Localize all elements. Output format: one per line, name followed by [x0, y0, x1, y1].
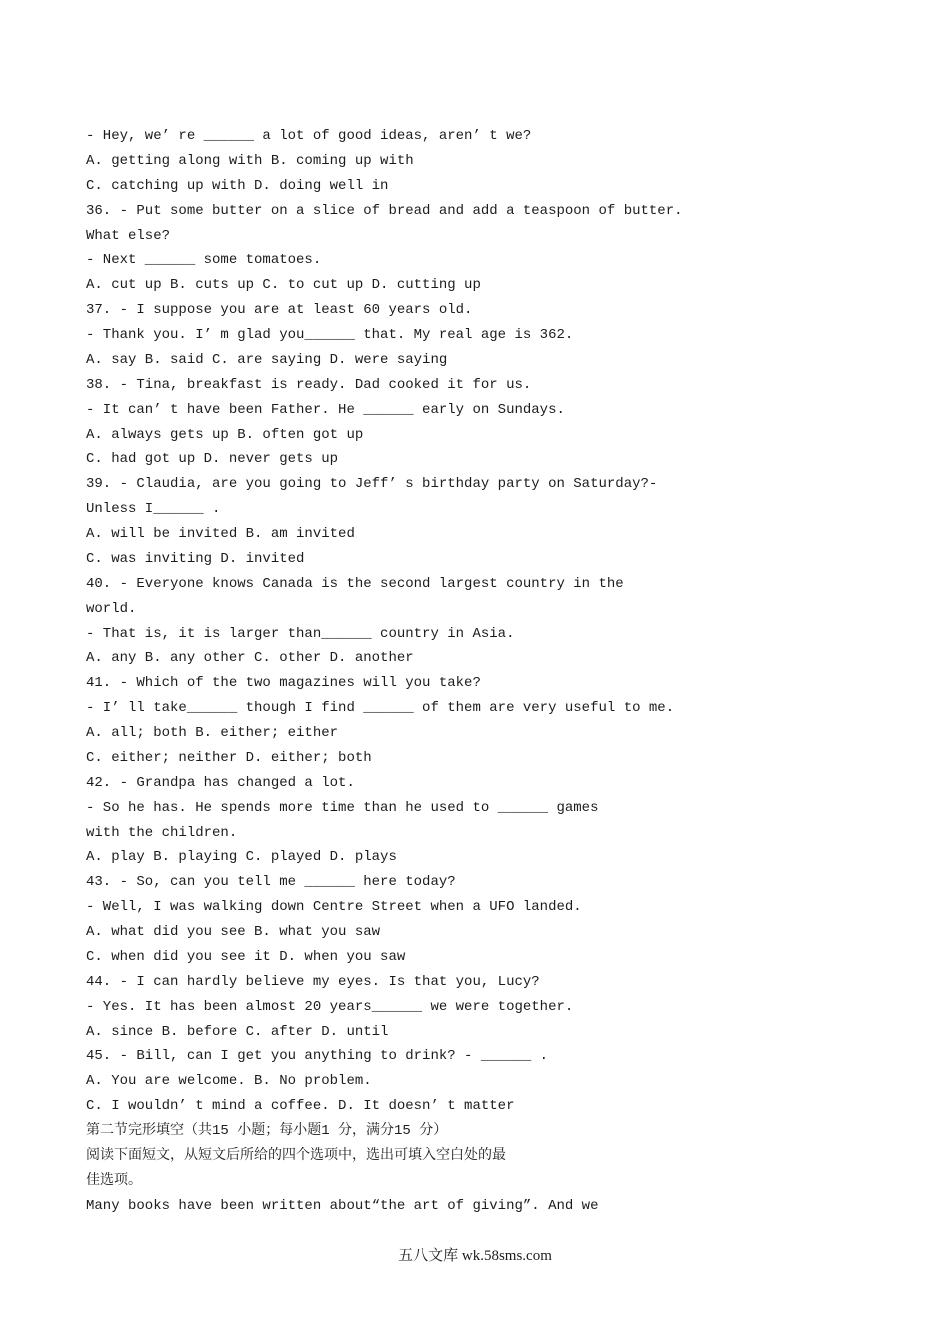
q43-options-cd: C. when did you see it D. when you saw	[86, 948, 406, 965]
q38-reply: - It can’ t have been Father. He ______ early on Sundays.	[86, 401, 565, 418]
q45-prompt: 45. - Bill, can I get you anything to drink? - ______ .	[86, 1048, 549, 1065]
q36-options: A. cut up B. cuts up C. to cut up D. cutting up	[86, 277, 481, 294]
q40-prompt-cont: world.	[86, 600, 137, 617]
q43-prompt: 43. - So, can you tell me ______ here today?	[86, 874, 456, 891]
q39-prompt: 39. - Claudia, are you going to Jeff’ s birthday party on Saturday?-	[86, 476, 658, 493]
q37-reply: - Thank you. I’ m glad you______ that. My real age is 362.	[86, 327, 574, 343]
q42-reply: - So he has. He spends more time than he used to ______ games	[86, 799, 599, 816]
q39-reply: Unless I______ .	[86, 501, 221, 518]
q37-options: A. say B. said C. are saying D. were saying	[86, 351, 448, 368]
q41-options-cd: C. either; neither D. either; both	[86, 749, 372, 766]
q40-options: A. any B. any other C. other D. another	[86, 650, 414, 667]
q39-options-ab: A. will be invited B. am invited	[86, 526, 355, 542]
cloze-passage-line: Many books have been written about“the art of giving”. And we	[86, 1197, 599, 1214]
q38-options-ab: A. always gets up B. often got up	[86, 426, 364, 443]
document-body	[86, 124, 906, 1219]
q41-prompt: 41. - Which of the two magazines will you take?	[86, 675, 481, 692]
q39-options-cd: C. was inviting D. invited	[86, 550, 305, 567]
q36-prompt: 36. - Put some butter on a slice of bread and add a teaspoon of butter.	[86, 202, 683, 219]
q35-options-ab: A. getting along with B. coming up with	[86, 152, 414, 169]
q44-reply: - Yes. It has been almost 20 years______ we were together.	[86, 998, 574, 1015]
q38-options-cd: C. had got up D. never gets up	[86, 451, 339, 468]
q37-prompt: 37. - I suppose you are at least 60 years old.	[86, 302, 473, 319]
q45-options-ab: A. You are welcome. B. No problem.	[86, 1073, 372, 1090]
q41-reply: - I’ ll take______ though I find ______ of them are very useful to me.	[86, 700, 675, 717]
q44-prompt: 44. - I can hardly believe my eyes. Is that you, Lucy?	[86, 973, 540, 990]
q45-options-cd: C. I wouldn’ t mind a coffee. D. It doesn’ t matter	[86, 1098, 515, 1115]
q35-reply: - Hey, we’ re ______ a lot of good ideas, aren’ t we?	[86, 128, 532, 144]
cloze-section-heading: 第二节完形填空（共15 小题；每小题1 分，满分15 分）	[86, 1123, 448, 1139]
q43-reply: - Well, I was walking down Centre Street when a UFO landed.	[86, 899, 582, 916]
q41-options-ab: A. all; both B. either; either	[86, 725, 339, 741]
cloze-instructions-line: 佳选项。	[86, 1172, 142, 1189]
q43-options-ab: A. what did you see B. what you saw	[86, 924, 381, 940]
cloze-section	[86, 1119, 906, 1219]
q40-prompt: 40. - Everyone knows Canada is the second largest country in the	[86, 575, 624, 592]
q40-reply: - That is, it is larger than______ country in Asia.	[86, 625, 515, 642]
cloze-instructions-line: 阅读下面短文，从短文后所给的四个选项中，选出可填入空白处的最	[86, 1147, 506, 1164]
q35-options-cd: C. catching up with D. doing well in	[86, 177, 389, 194]
q36-prompt-cont: What else?	[86, 227, 171, 244]
q42-reply-cont: with the children.	[86, 824, 238, 841]
q42-options: A. play B. playing C. played D. plays	[86, 849, 397, 866]
q44-options: A. since B. before C. after D. until	[86, 1023, 389, 1040]
footer-watermark: 五八文库 wk.58sms.com	[398, 1248, 552, 1264]
q36-reply: - Next ______ some tomatoes.	[86, 252, 322, 269]
q38-prompt: 38. - Tina, breakfast is ready. Dad cooked it for us.	[86, 376, 532, 393]
q42-prompt: 42. - Grandpa has changed a lot.	[86, 774, 355, 791]
